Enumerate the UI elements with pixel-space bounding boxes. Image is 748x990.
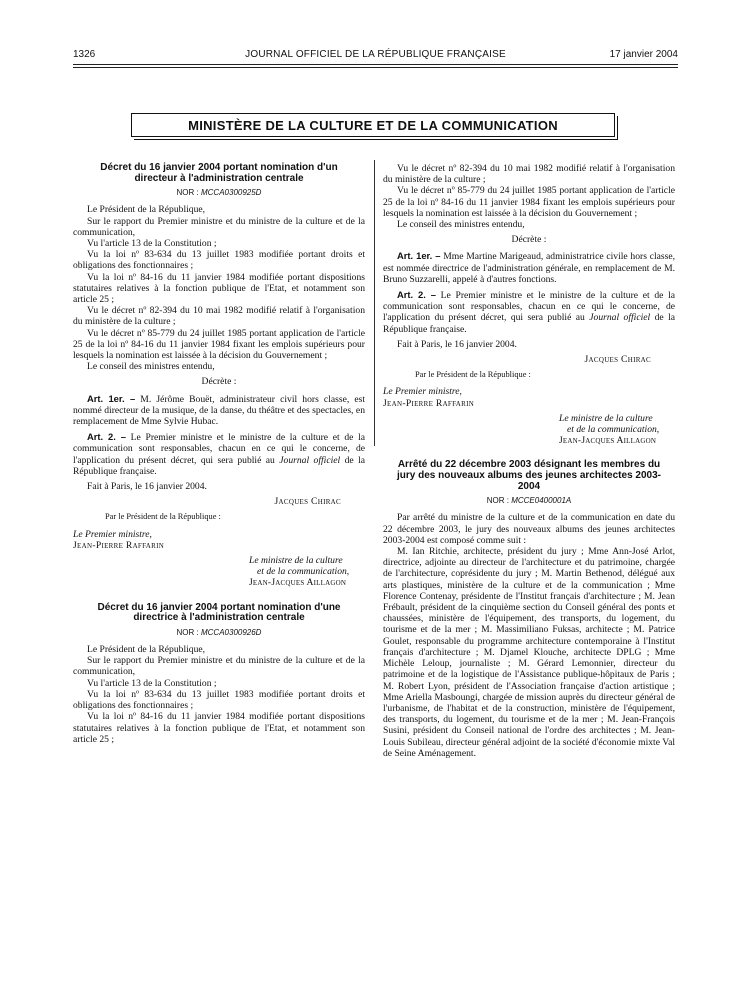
column-divider [374, 160, 375, 446]
decrete: Décrète : [201, 376, 237, 388]
article-label: Art. 1er. – [397, 250, 441, 262]
article-text: Le Premier ministre et le ministre de la culture et de la communication sont responsables, chacun en ce qui le concerne, de l'application du présent décret, qui sera publié au [383, 290, 675, 324]
nor-label: NOR : [486, 496, 512, 506]
president-signature: Jacques Chirac [274, 496, 341, 508]
preamble-line: Vu l'article 13 de la Constitution ; [87, 677, 217, 689]
article-2 [73, 431, 365, 477]
ministry-heading: MINISTÈRE DE LA CULTURE ET DE LA COMMUNICATION [131, 113, 615, 137]
issue-date: 17 janvier 2004 [609, 49, 678, 60]
journal-officiel: Journal officiel [279, 454, 341, 466]
minister-title: et de la communication, [567, 424, 660, 436]
article-text: de la République française. [73, 454, 365, 477]
nor-label: NOR : [176, 627, 201, 637]
page-number: 1326 [73, 49, 96, 60]
header-rule [73, 64, 678, 65]
pm-title: Le Premier ministre, [73, 528, 152, 540]
minister-name: Jean-Jacques Aillagon [559, 435, 657, 447]
decree1-title: Décret du 16 janvier 2004 portant nomination d'un directeur à l'administration centrale [100, 162, 338, 184]
nor-label: NOR : [176, 188, 201, 198]
article-text: de la République française. [383, 312, 675, 335]
minister-title: Le ministre de la culture [249, 555, 343, 567]
article-1 [73, 393, 365, 428]
preamble-line: Le conseil des ministres entendu, [397, 219, 525, 231]
fait-a-paris: Fait à Paris, le 16 janvier 2004. [87, 481, 207, 493]
arrete-intro: Par arrêté du ministre de la culture et de la communication en date du 22 décembre 2003, le jury des nouveaux albums des jeunes architectes 2003-2004 est composé comme suit : [383, 512, 675, 546]
preamble-line: Vu la loi nº 84-16 du 11 janvier 1984 modifiée portant dispositions statutaires relatives à la fonction publique de l'Etat, et notamment son article 25 ; [73, 711, 365, 745]
minister-name: Jean-Jacques Aillagon [249, 577, 347, 589]
pm-name: Jean-Pierre Raffarin [383, 397, 475, 409]
par-le-president: Par le Président de la République : [415, 370, 531, 380]
preamble-line: Vu l'article 13 de la Constitution ; [87, 238, 217, 249]
fait-a-paris: Fait à Paris, le 16 janvier 2004. [397, 338, 517, 350]
minister-signature [73, 555, 365, 589]
preamble-line: Le Président de la République, [87, 204, 206, 216]
preamble-line: Sur le rapport du Premier ministre et du ministre de la culture et de la communication, [73, 215, 365, 238]
arrete-members: M. Ian Ritchie, architecte, président du jury ; Mme Ann-José Arlot, directrice, adjointe au directeur de l'architecture et du patrimoine, chargée de l'architecture, coprésidente du jury ; M. Martin Bethenod, délégué aux arts plastiques, ministère de la culture et de la communication ; Mme Florence Contenay, présidente de l'Institut français d'architecture ; M. Jean Frébault, président de la cinquième section du Conseil général des ponts et chaussées, ministère de l'équipement, des transports, du logement, du tourisme et de la mer ; M. Massimiliano Fuksas, architecte ; M. Patrice Goulet, responsable du programme architecture contemporaine à l'Institut français d'architecture ; M. Djamel Klouche, architecte DPLG ; Mme Michèle Leloup, journaliste ; M. Gérard Lemonnier, directeur du patrimoine et de la logistique de l'Assistance publique-hôpitaux de Paris ; M. Robert Lyon, président de l'Association française d'action artistique ; Mme Ariella Masboungi, chargée de mission auprès du directeur général de l'urbanisme, de l'habitat et de la construction, ministère de l'équipement, des transports, du logement, du tourisme et de la mer ; M. Jean-François Susini, président du Conseil national de l'ordre des architectes ; M. Jean-Louis Subileau, directeur général adjoint de la société d'économie mixte Val de Seine Aménagement. [383, 546, 675, 759]
article-label: Art. 2. – [397, 289, 436, 301]
article-1 [383, 250, 675, 285]
article-text: Mme Martine Marigeaud, administratrice civile hors classe, est nommée directrice de l'administration générale, en remplacement de M. Bruno Suzzarelli, appelé à d'autres fonctions. [383, 251, 675, 285]
preamble-line: Le Président de la République, [87, 644, 206, 656]
article-label: Art. 1er. – [87, 392, 136, 404]
arrete-title: Arrêté du 22 décembre 2003 désignant les membres du jury des nouveaux albums des jeunes architectes 2003-2004 [396, 459, 661, 492]
running-header [73, 49, 678, 65]
decree2-nor [73, 627, 365, 638]
par-le-president: Par le Président de la République : [105, 512, 221, 522]
minister-title: Le ministre de la culture [559, 412, 653, 424]
right-column [383, 163, 675, 759]
article-2 [383, 289, 675, 335]
preamble-line: Le conseil des ministres entendu, [87, 361, 215, 373]
journal-officiel: Journal officiel [589, 312, 651, 324]
pm-title: Le Premier ministre, [383, 386, 462, 398]
article-text: M. Jérôme Bouët, administrateur civil hors classe, est nommé directeur de la musique, de la danse, du théâtre et des spectacles, en remplacement de Mme Sylvie Hubac. [73, 393, 365, 428]
article-label: Art. 2. – [87, 431, 126, 443]
journal-title: JOURNAL OFFICIEL DE LA RÉPUBLIQUE FRANÇAISE [245, 49, 506, 60]
nor-code: MCCE0400001A [511, 496, 572, 506]
preamble-line: Vu le décret nº 82-394 du 10 mai 1982 modifié relatif à l'organisation du ministère de la culture ; [73, 305, 365, 328]
left-column [73, 163, 365, 745]
preamble-line: Vu la loi nº 83-634 du 13 juillet 1983 modifiée portant droits et obligations des fonctionnaires ; [73, 249, 365, 272]
nor-code: MCCA0300926D [200, 627, 262, 637]
article-text: Le Premier ministre et le ministre de la culture et de la communication sont responsables, chacun en ce qui le concerne, de l'application du présent décret, qui sera publié au [73, 432, 365, 466]
decrete: Décrète : [511, 234, 547, 246]
minister-signature [383, 413, 675, 447]
header-rule-2 [73, 67, 678, 68]
preamble-line: Vu le décret nº 85-779 du 24 juillet 1985 portant application de l'article 25 de la loi nº 84-16 du 11 janvier 1984 fixant les emplois supérieurs pour lesquels la nomination est laissée à la décision du Gouvernement ; [383, 185, 675, 219]
preamble-line: Vu le décret nº 82-394 du 10 mai 1982 modifié relatif à l'organisation du ministère de la culture ; [383, 163, 675, 186]
preamble-line: Vu la loi nº 83-634 du 13 juillet 1983 modifiée portant droits et obligations des fonctionnaires ; [73, 688, 365, 712]
president-signature: Jacques Chirac [584, 354, 651, 366]
preamble-line: Vu la loi nº 84-16 du 11 janvier 1984 modifiée portant dispositions statutaires relatives à la fonction publique de l'Etat, et notamment son article 25 ; [73, 271, 365, 306]
nor-code: MCCA0300925D [200, 188, 262, 198]
decree1-nor [73, 187, 365, 198]
minister-title: et de la communication, [257, 566, 350, 578]
decree2-title: Décret du 16 janvier 2004 portant nomination d'une directrice à l'administration centrale [97, 601, 341, 624]
preamble-line: Sur le rapport du Premier ministre et du ministre de la culture et de la communication, [73, 655, 365, 678]
preamble-line: Vu le décret nº 85-779 du 24 juillet 1985 portant application de l'article 25 de la loi nº 84-16 du 11 janvier 1984 fixant les emplois supérieurs pour lesquels la nomination est laissée à la décision du Gouvernement ; [73, 327, 365, 362]
pm-name: Jean-Pierre Raffarin [73, 539, 165, 551]
arrete-nor [383, 495, 675, 506]
